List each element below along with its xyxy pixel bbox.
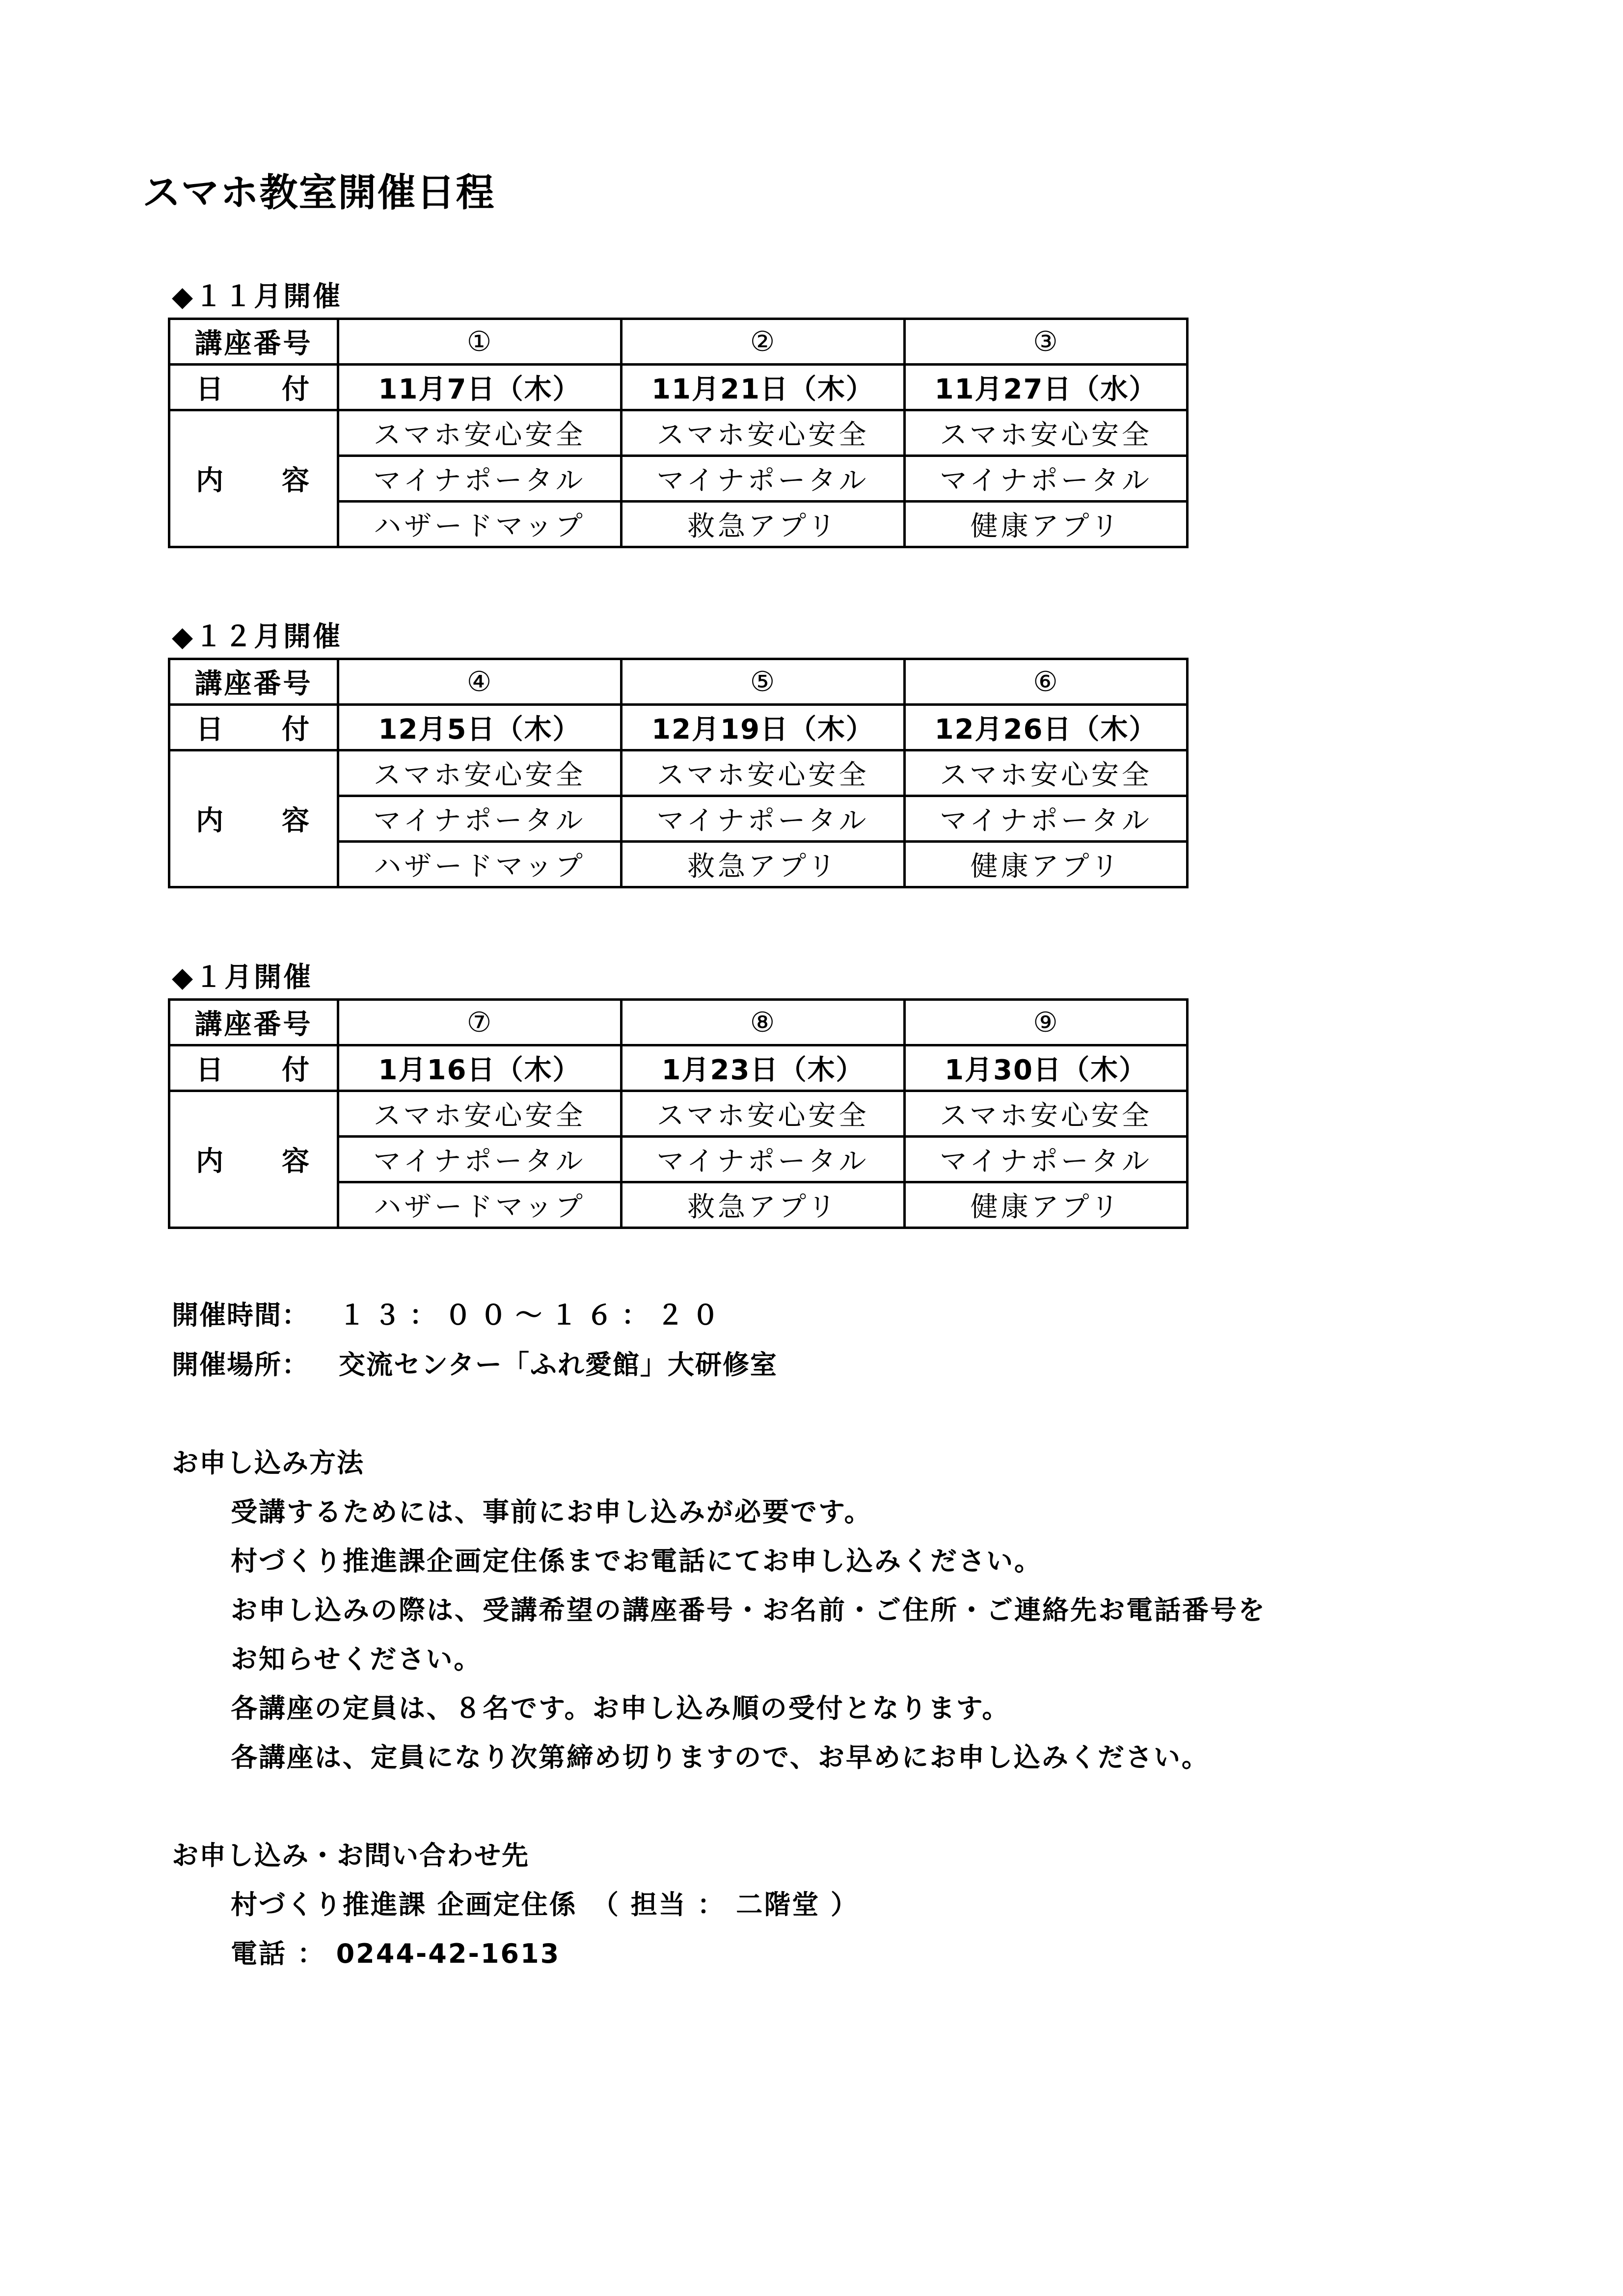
date-label: 日 付 xyxy=(169,705,338,750)
course-number: ③ xyxy=(905,319,1188,365)
contact-heading: お申し込み・お問い合わせ先 xyxy=(172,1840,529,1871)
course-topic: 健康アプリ xyxy=(905,842,1188,887)
contact-department: 村づくり推進課 企画定住係 （ 担当 ： 二階堂 ） xyxy=(231,1889,859,1920)
table-row xyxy=(169,1045,1188,1091)
application-line: お申し込みの際は、受講希望の講座番号・お名前・ご住所・ご連絡先お電話番号を xyxy=(231,1595,1266,1626)
application-line: 村づくり推進課企画定住係までお電話にてお申し込みください。 xyxy=(231,1546,1042,1576)
date-label: 日 付 xyxy=(169,1045,338,1091)
course-topic: ハザードマップ xyxy=(338,502,622,547)
course-date: 1月16日（木） xyxy=(338,1045,622,1091)
course-topic: スマホ安心安全 xyxy=(338,1091,622,1137)
course-number: ⑦ xyxy=(338,1000,622,1045)
schedule-table-november xyxy=(168,318,1189,548)
page-title: スマホ教室開催日程 xyxy=(142,171,495,215)
date-label: 日 付 xyxy=(169,365,338,410)
content-label: 内 容 xyxy=(169,1091,338,1228)
course-date: 11月7日（木） xyxy=(338,365,622,410)
application-line: お知らせください。 xyxy=(231,1644,482,1675)
course-date: 12月5日（木） xyxy=(338,705,622,750)
course-topic: スマホ安心安全 xyxy=(338,750,622,796)
course-topic: マイナポータル xyxy=(622,456,905,502)
course-topic: マイナポータル xyxy=(338,456,622,502)
table-row xyxy=(169,750,1188,796)
section-heading-december: ◆１２月開催 xyxy=(172,621,343,653)
course-topic: マイナポータル xyxy=(338,1137,622,1182)
course-date: 12月19日（木） xyxy=(622,705,905,750)
table-row xyxy=(169,659,1188,705)
course-topic: 救急アプリ xyxy=(622,842,905,887)
course-number: ① xyxy=(338,319,622,365)
course-number: ② xyxy=(622,319,905,365)
course-number-label: 講座番号 xyxy=(169,319,338,365)
section-heading-january: ◆１月開催 xyxy=(172,961,313,993)
course-date: 1月30日（木） xyxy=(905,1045,1188,1091)
course-number: ⑥ xyxy=(905,659,1188,705)
event-place xyxy=(172,1344,778,1382)
course-number: ⑧ xyxy=(622,1000,905,1045)
course-number: ④ xyxy=(338,659,622,705)
table-row xyxy=(169,705,1188,750)
table-row xyxy=(169,410,1188,456)
course-topic: マイナポータル xyxy=(905,1137,1188,1182)
course-topic: マイナポータル xyxy=(905,796,1188,842)
schedule-table-january xyxy=(168,998,1189,1229)
section-heading-november: ◆１１月開催 xyxy=(172,281,343,313)
contact-phone: 電話 ： 0244-42-1613 xyxy=(231,1938,561,1969)
course-topic: ハザードマップ xyxy=(338,1182,622,1228)
course-number: ⑤ xyxy=(622,659,905,705)
course-date: 11月21日（木） xyxy=(622,365,905,410)
table-row xyxy=(169,1000,1188,1045)
table-row xyxy=(169,1091,1188,1137)
table-row xyxy=(169,365,1188,410)
course-topic: 健康アプリ xyxy=(905,1182,1188,1228)
course-topic: マイナポータル xyxy=(622,796,905,842)
schedule-table-december xyxy=(168,658,1189,888)
course-topic: スマホ安心安全 xyxy=(622,410,905,456)
course-date: 12月26日（木） xyxy=(905,705,1188,750)
course-date: 1月23日（木） xyxy=(622,1045,905,1091)
course-number-label: 講座番号 xyxy=(169,1000,338,1045)
application-line: 各講座は、定員になり次第締め切りますので、お早めにお申し込みください。 xyxy=(231,1742,1210,1773)
course-topic: スマホ安心安全 xyxy=(622,750,905,796)
application-line: 各講座の定員は、８名です。お申し込み順の受付となります。 xyxy=(231,1693,1010,1724)
course-topic: 救急アプリ xyxy=(622,502,905,547)
course-number: ⑨ xyxy=(905,1000,1188,1045)
application-line: 受講するためには、事前にお申し込みが必要です。 xyxy=(231,1496,872,1527)
event-time xyxy=(172,1294,728,1332)
content-label: 内 容 xyxy=(169,750,338,887)
course-topic: スマホ安心安全 xyxy=(338,410,622,456)
course-topic: スマホ安心安全 xyxy=(905,1091,1188,1137)
course-number-label: 講座番号 xyxy=(169,659,338,705)
event-time-value: １３：００～１６：２０ xyxy=(339,1300,728,1331)
course-topic: スマホ安心安全 xyxy=(622,1091,905,1137)
course-topic: スマホ安心安全 xyxy=(905,750,1188,796)
application-heading: お申し込み方法 xyxy=(172,1447,364,1478)
course-topic: マイナポータル xyxy=(338,796,622,842)
course-topic: スマホ安心安全 xyxy=(905,410,1188,456)
event-time-label: 開催時間： xyxy=(172,1300,309,1331)
content-label: 内 容 xyxy=(169,410,338,547)
course-topic: ハザードマップ xyxy=(338,842,622,887)
event-place-value: 交流センター「ふれ愛館」大研修室 xyxy=(339,1349,778,1380)
course-topic: 救急アプリ xyxy=(622,1182,905,1228)
course-topic: 健康アプリ xyxy=(905,502,1188,547)
course-topic: マイナポータル xyxy=(905,456,1188,502)
course-topic: マイナポータル xyxy=(622,1137,905,1182)
table-row xyxy=(169,319,1188,365)
course-date: 11月27日（水） xyxy=(905,365,1188,410)
event-place-label: 開催場所： xyxy=(172,1349,309,1380)
